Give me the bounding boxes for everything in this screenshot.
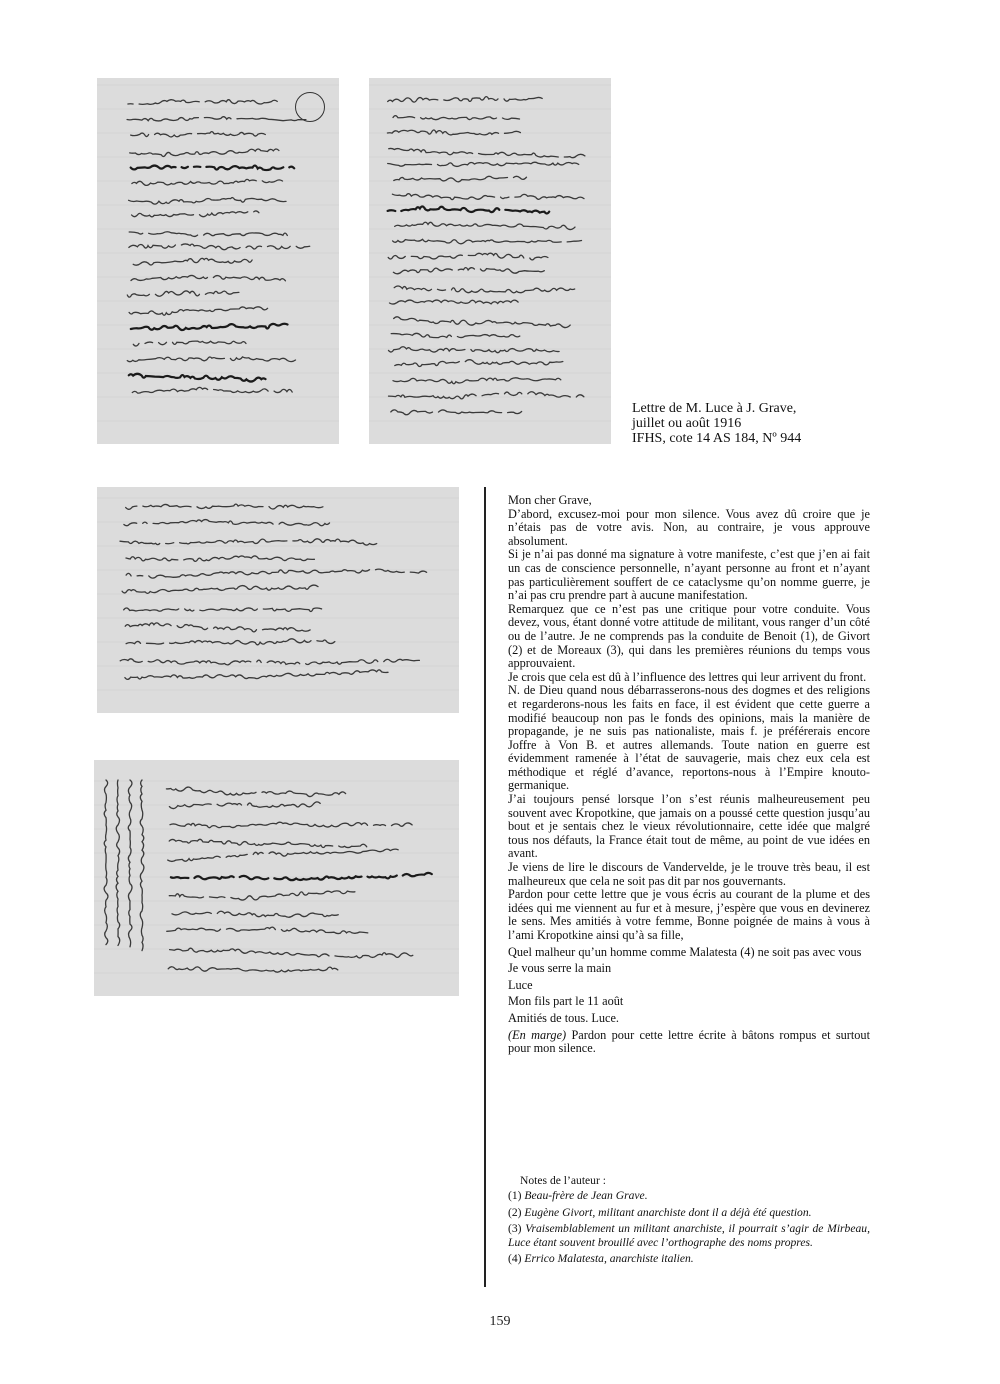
handwriting-stroke [129,244,310,250]
handwriting-stroke [125,670,394,680]
handwriting-stroke [131,324,288,330]
handwriting-stroke [394,176,527,182]
handwriting-stroke [393,268,544,274]
handwriting-stroke [125,623,310,632]
handwriting-stroke [390,300,525,304]
handwriting-stroke [169,891,355,900]
handwriting-stroke [388,206,550,213]
handwriting-stroke [389,392,584,399]
notes-heading: Notes de l’auteur : [520,1174,606,1187]
letter-paragraph: Pardon pour cette lettre que je vous écris au courant de la plume et des idées qui me viennent au fur et à mesure, j’espère que vous en devinerez le sens. Mes amitiés à votre femme, Bonne poignée de mains à vous à l’ami Kropotkine ainsi qu’à sa fille, [508,887,870,942]
manuscript-page-1 [97,78,339,444]
letter-transcription [508,494,870,1056]
handwriting-stroke [127,357,295,362]
caption-line: Lettre de M. Luce à J. Grave, [632,401,797,416]
handwriting-stroke [395,222,575,229]
margin-handwriting-stroke [116,780,120,945]
handwriting-stroke [170,822,412,828]
note-number: (1) [508,1189,525,1203]
manuscript-page-2 [369,78,611,444]
handwriting-stroke [129,307,268,315]
note-number: (4) [508,1252,525,1266]
handwriting-stroke [127,291,245,297]
margin-label: (En marge) [508,1027,567,1042]
note-text: Eugène Givort, militant anarchiste dont il a déjà été question. [524,1205,812,1219]
note-item [508,1189,870,1202]
handwriting-stroke [120,539,377,545]
handwriting-stroke [170,948,419,958]
note-number: (2) [508,1205,525,1219]
handwriting-stroke [129,374,266,382]
handwriting-page-1 [97,78,339,444]
letter-margin-note [508,1029,870,1056]
handwriting-stroke [131,166,301,171]
handwriting-stroke [124,520,330,526]
handwriting-stroke [166,787,345,796]
note-item [508,1206,870,1219]
handwriting-stroke [169,802,320,809]
note-item [508,1252,870,1265]
handwriting-page-2 [369,78,611,444]
handwriting-stroke [126,569,427,578]
figure-caption [632,401,862,446]
handwriting-stroke [387,130,520,135]
page-number: 159 [489,1314,511,1329]
handwriting-stroke [389,347,560,353]
handwriting-stroke [167,927,368,933]
handwriting-stroke [388,162,579,166]
handwriting-stroke [389,148,585,157]
handwriting-stroke [132,179,289,185]
letter-paragraph: Si je n’ai pas donné ma signature à votre manifeste, c’est que j’en ai fait un cas de conscience personnelle, n’ayant personne au front et n’ayant pas particulièrement souffert de ce cataclysme qu’on nomme guerre, je n’ai pas cru prendre part à aucune manifestation. [508,547,870,603]
handwriting-stroke [130,149,279,157]
handwriting-page-4 [94,760,459,996]
handwriting-stroke [126,556,314,561]
handwriting-stroke [171,873,432,880]
handwriting-stroke [124,608,322,612]
handwriting-stroke [393,378,561,384]
handwriting-stroke [127,117,306,121]
handwriting-stroke [131,275,285,280]
handwriting-stroke [122,585,318,593]
letter-paragraph: D’abord, excusez-moi pour mon silence. Vous avez dû croire que je n’étais pas de votre avis. Non, au contraire, je vous approuve absolument. [508,506,870,548]
handwriting-stroke [393,239,582,244]
handwriting-stroke [128,100,277,105]
handwriting-stroke [392,194,584,200]
margin-text: Pardon pour cette lettre écrite à bâtons rompus et surtout pour mon silence. [508,1027,870,1056]
handwriting-stroke [169,839,367,847]
handwriting-stroke [129,232,287,237]
letter-closing-line: Luce [508,977,533,992]
handwriting-stroke [168,849,399,861]
author-notes [508,1174,870,1268]
letter-closing-line: Quel malheur qu’un homme comme Malatesta (4) ne soit pas avec vous [508,944,862,959]
column-rule [484,487,486,1287]
caption-line: juillet ou août 1916 [632,416,742,431]
handwriting-stroke [393,116,520,120]
letter-closing-line: Mon fils part le 11 août [508,994,624,1009]
handwriting-stroke [133,258,252,265]
handwriting-page-3 [97,487,459,713]
handwriting-stroke [388,97,543,102]
handwriting-stroke [120,659,419,665]
handwriting-stroke [129,198,286,205]
letter-salutation: Mon cher Grave, [508,493,592,507]
handwriting-stroke [126,504,323,509]
handwriting-stroke [394,317,571,328]
handwriting-stroke [168,967,338,972]
handwriting-stroke [394,286,574,293]
letter-closing-line: Je vous serre la main [508,961,612,976]
handwriting-stroke [391,333,520,337]
handwriting-stroke [131,132,266,137]
note-number: (3) [508,1222,526,1236]
handwriting-stroke [172,911,338,917]
letter-paragraph: Je viens de lire le discours de Vandervelde, je le trouve très beau, il est malheureux que cela ne soit pas dit par nos gouvernants. [508,860,870,888]
note-text: Vraisemblablement un militant anarchiste, il pourrait s’agir de Mirbeau, Luce étant souvent brouillé avec l’orthographe des noms propres. [508,1222,870,1249]
handwriting-stroke [395,360,563,367]
letter-paragraph: Remarquez que ce n’est pas une critique pour votre conduite. Vous devez, vous, étant donné votre attitude de militant, vous ranger d’un côté ou de l’autre. Je ne comprends pas la conduite de Benoit (1), de Givort (2) et de Moreaux (3), qui dans les premières réunions du temps vous approuvaient. [508,601,870,671]
manuscript-page-4 [94,760,459,996]
note-text: Errico Malatesta, anarchiste italien. [524,1252,694,1266]
letter-paragraph: Je crois que cela est dû à l’influence des lettres qui leur arrivent du front. [508,669,867,684]
note-text: Beau-frère de Jean Grave. [524,1189,648,1203]
letter-paragraph: N. de Dieu quand nous débarrasserons-nous des dogmes et des religions et regarderons-nous les faits en face, il est évident que cette guerre a modifié beaucoup non pas le fonds des opinions, mais la manière de propagande, je ne suis pas nationaliste, mais f. je préférerais encore Joffre à Von B. et autres allemands. Toute nation en guerre est évidemment ramenée à l’état de sauvagerie, mais chez eux cela est méthodique et réglé d’avance, reportons-nous à l’Empire knouto-germanique. [508,683,870,793]
handwriting-stroke [133,341,252,346]
handwriting-stroke [132,211,259,217]
caption-line: IFHS, cote 14 AS 184, Nº 944 [632,431,802,446]
margin-handwriting-stroke [140,780,144,951]
margin-handwriting-stroke [128,780,132,947]
handwriting-stroke [388,253,548,260]
handwriting-stroke [132,387,292,393]
manuscript-page-3 [97,487,459,713]
handwriting-stroke [126,639,335,645]
letter-paragraph: J’ai toujours pensé lorsque l’on s’est réunis malheureusement peu souvent avec Kropotkine, que jamais on a poussé cette question jusqu’au bout et je sentais chez le vieux révolutionnaire, cette idée que malgré tous nos défauts, la France était tout de même, au point de vue idées en avant. [508,792,870,861]
handwriting-stroke [391,410,522,415]
note-item [508,1222,870,1249]
letter-closing-line: Amitiés de tous. Luce. [508,1010,619,1025]
margin-handwriting-stroke [104,780,108,945]
